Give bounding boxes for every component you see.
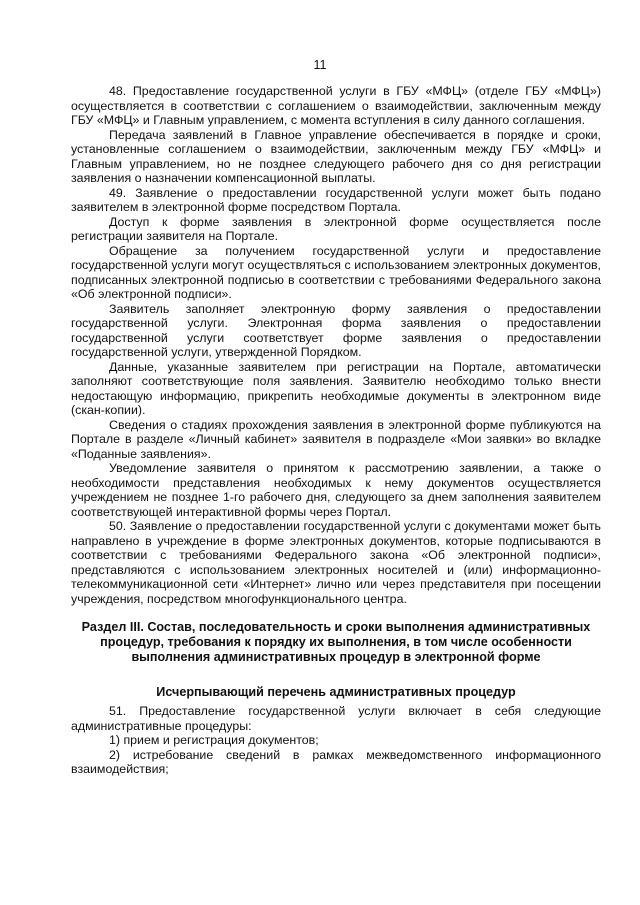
document-body (71, 84, 601, 777)
paragraph: Заявитель заполняет электронную форму заявления о предоставлении государственной услуги. Электронная форма заявления о предоставлении государственной услуги соответствует форме заявления о предоставлении государственной услуги, утвержденной Порядком. (71, 301, 601, 359)
page-number: 11 (313, 58, 327, 72)
paragraph: Обращение за получением государственной услуги и предоставление государственной услуги могут осуществляться с использованием электронных документов, подписанных электронной подписью в соответствии с требованиями Федерального закона «Об электронной подписи». (71, 243, 601, 301)
list-item: 1) прием и регистрация документов; (109, 733, 319, 747)
list-item: 2) истребование сведений в рамках межведомственного информационного взаимодействия; (71, 747, 601, 776)
paragraph-48: 48. Предоставление государственной услуги в ГБУ «МФЦ» (отделе ГБУ «МФЦ») осуществляется в соответствии с соглашением о взаимодействии, заключенным между ГБУ «МФЦ» и Главным управлением, с момента вступления в силу данного соглашения. (71, 84, 601, 127)
subsection-title: Исчерпывающий перечень административных процедур (156, 685, 516, 699)
paragraph-51: 51. Предоставление государственной услуги включает в себя следующие административные процедуры: (71, 704, 601, 733)
paragraph: Передача заявлений в Главное управление обеспечивается в порядке и сроки, установленные соглашением о взаимодействии, заключенным между ГБУ «МФЦ» и Главным управлением, но не позднее следующего рабочего дня со дня регистрации заявления о назначении компенсационной выплаты. (71, 127, 601, 185)
paragraph-50: 50. Заявление о предоставлении государственной услуги с документами может быть направлено в учреждение в форме электронных документов, которые подписываются в соответствии с требованиями Федерального закона «Об электронной подписи», представляются с использованием электронных носителей и (или) информационно-телекоммуникационной сети «Интернет» лично или через представителя при посещении учреждения, посредством многофункционального центра. (71, 519, 601, 606)
paragraph: Доступ к форме заявления в электронной форме осуществляется после регистрации заявителя на Портале. (71, 214, 601, 243)
paragraph: Уведомление заявителя о принятом к рассмотрению заявлении, а также о необходимости представления необходимых к нему документов осуществляется учреждением не позднее 1-го рабочего дня, следующего за днем заполнения заявителем соответствующей интерактивной формы через Портал. (71, 461, 601, 519)
section-title: Раздел III. Состав, последовательность и сроки выполнения административных процедур, требования к порядку их выполнения, в том числе особенности выполнения административных процедур в электронной форме (81, 620, 591, 664)
paragraph-49: 49. Заявление о предоставлении государственной услуги может быть подано заявителем в электронной форме посредством Портала. (71, 185, 601, 214)
paragraph: Данные, указанные заявителем при регистрации на Портале, автоматически заполняют соответствующие поля заявления. Заявителю необходимо только внести недостающую информацию, прикрепить необходимые документы в электронном виде (скан-копии). (71, 359, 601, 417)
paragraph: Сведения о стадиях прохождения заявления в электронной форме публикуются на Портале в разделе «Личный кабинет» заявителя в подразделе «Мои заявки» во вкладке «Поданные заявления». (71, 417, 601, 461)
